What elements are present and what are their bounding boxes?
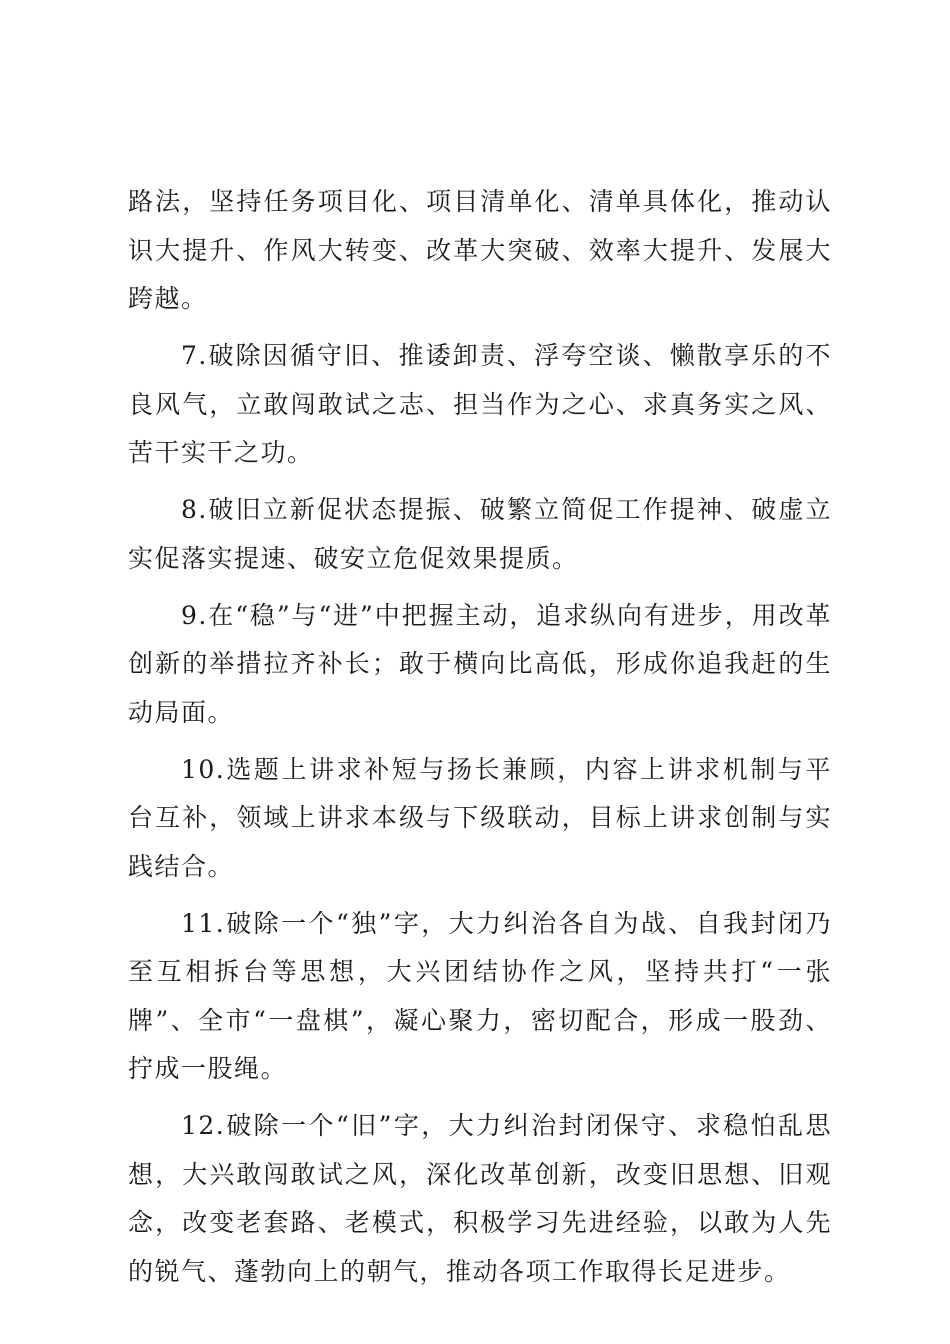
paragraph-item-12: 12.破除一个“旧”字，大力纠治封闭保守、求稳怕乱思想，大兴敢闯敢试之风，深化改革创新，改变旧思想、旧观念，改变老套路、老模式，积极学习先进经验，以敢为人先的锐气、蓬勃向上的朝气，推动各项工作取得长足进步。 [128,1111,832,1286]
paragraph-item-9: 9.在“稳”与“进”中把握主动，追求纵向有进步，用改革创新的举措拉齐补长；敢于横向比高低，形成你追我赶的生动局面。 [128,600,832,727]
document-page [128,178,832,1305]
paragraph-item-11: 11.破除一个“独”字，大力纠治各自为战、自我封闭乃至互相拆台等思想，大兴团结协作之风，坚持共打“一张牌”、全市“一盘棋”，凝心聚力，密切配合，形成一股劲、拧成一股绳。 [128,908,832,1083]
paragraph-continued: 路法，坚持任务项目化、项目清单化、清单具体化，推动认识大提升、作风大转变、改革大突破、效率大提升、发展大跨越。 [128,187,832,313]
paragraph-item-10: 10.选题上讲求补短与扬长兼顾，内容上讲求机制与平台互补，领域上讲求本级与下级联动，目标上讲求创制与实践结合。 [128,754,832,881]
paragraph-item-7: 7.破除因循守旧、推诿卸责、浮夸空谈、懒散享乐的不良风气，立敢闯敢试之志、担当作为之心、求真务实之风、苦干实干之功。 [128,341,832,467]
paragraph-item-8: 8.破旧立新促状态提振、破繁立简促工作提神、破虚立实促落实提速、破安立危促效果提质。 [128,495,832,573]
